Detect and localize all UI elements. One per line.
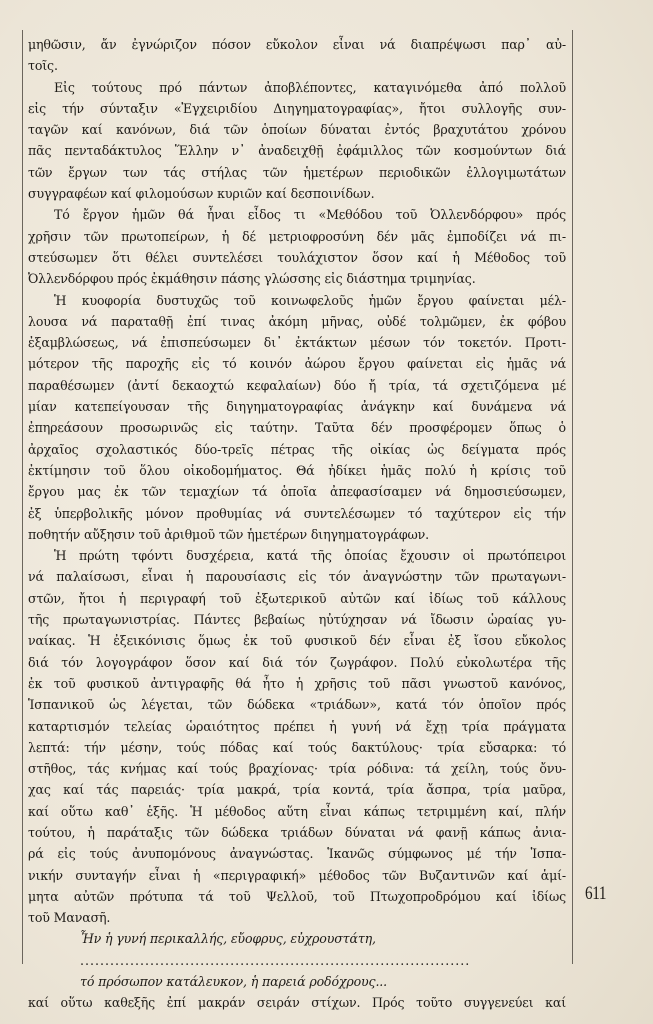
text-line: Ὀλλενδόρφου πρός ἐκμάθησιν πάσης γλώσσης εἰς διάστημα τριμηνίας. <box>28 271 476 287</box>
text-line: διά τόν λογογράφον ὅσον καί διά τόν ζωγράφον. Πολύ εὐκολωτέρα τῆς <box>28 654 566 670</box>
page-number: 611 <box>585 883 607 904</box>
text-line: τῶν ἔργων των τάς στήλας τῶν ἡμετέρων περιοδικῶν ἐλλογιμωτάτων <box>28 164 566 180</box>
text-line: Εἰς τούτους πρό πάντων ἀποβλέποντες, καταγινόμεθα ἀπό πολλοῦ <box>54 79 566 95</box>
text-line: τοῖς. <box>28 58 58 74</box>
text-line: πᾶς πενταδάκτυλος Ἕλλην ν᾽ ἀναδειχθῇ ἐφάμιλλος τῶν κοσμούντων διά <box>28 143 566 159</box>
text-line: συγγραφέων καί φιλομούσων κυριῶν καί δεσποινίδων. <box>28 186 375 202</box>
text-line: ναίκας. Ἡ ἐξεικόνισις ὅμως ἐκ τοῦ φυσικοῦ δέν εἶναι ἐξ ἴσου εὔκολος <box>28 633 566 649</box>
text-line: ἔργου μας ἐκ τῶν τεμαχίων τά ὁποῖα ἀπεφασίσαμεν νά δημοσιεύσωμεν, <box>28 484 566 500</box>
text-line: ἐξαμβλώσεως, νά ἐπισπεύσωμεν δι᾽ ἐκτάκτων μέσων τόν τοκετόν. Προτι- <box>28 335 566 351</box>
text-line: ἀρχαῖος σχολαστικός δύο-τρεῖς πέτρας τῆς οἰκίας ὡς δείγματα πρός <box>28 441 566 457</box>
text-line: ταγῶν καί κανόνων, διά τῶν ὁποίων δύναται ἐντός βραχυτάτου χρόνου <box>28 122 566 138</box>
text-line: Ἡ κυοφορία δυστυχῶς τοῦ κοινωφελοῦς ἡμῶν ἔργου φαίνεται μέλ- <box>54 292 566 308</box>
text-line: ἐπηρεάσουν προσωρινῶς εἰς ταύτην. Ταῦτα δέν προσφέρομεν ὅπως ὁ <box>28 420 566 436</box>
text-line: λεπτά: τήν μέσην, τούς πόδας καί τούς δακτύλους· τρία εὔσαρκα: τό <box>28 739 566 755</box>
text-line: τοῦ Μανασῆ. <box>28 910 111 926</box>
text-line: .............................................................................. <box>80 952 471 968</box>
text-line: λουσα νά παραταθῇ ἐπί τινας ἀκόμη μῆνας, οὐδέ τολμῶμεν, ἐκ φόβου <box>28 313 566 329</box>
text-line: καί οὕτω καθ᾽ ἑξῆς. Ἡ μέθοδος αὕτη εἶναι κάπως τετριμμένη καί, πλήν <box>28 803 566 819</box>
text-line: ἐξ ὑπερβολικῆς μόνον προθυμίας νά συντελέσωμεν τό ταχύτερον εἰς τήν <box>28 505 566 521</box>
text-line: μότερον τῆς παροχῆς εἰς τό κοινόν ἀώρου ἔργου φαίνεται εἰς ἡμᾶς νά <box>28 356 566 372</box>
text-line: στῆθος, τάς κνήμας καί τούς βραχίονας· τρία ρόδινα: τά χείλη, τούς ὄνυ- <box>28 761 566 777</box>
text-line: μίαν κατεπείγουσαν τῆς διηγηματογραφίας ἀνάγκην καί δυνάμενα νά <box>28 399 566 415</box>
text-line: τούτου, ἡ παράταξις τῶν δώδεκα τριάδων δύναται νά φανῇ κάπως ἀνια- <box>28 824 566 840</box>
right-margin-rule <box>572 30 573 964</box>
text-line: τῆς πρωταγωνιστρίας. Πάντες βεβαίως ηὐτύχησαν νά ἴδωσιν ὡραίας γυ- <box>28 612 566 628</box>
text-line: μηθῶσιν, ἄν ἐγνώριζον πόσον εὔκολον εἶναι νά διαπρέψωσι παρ᾽ αὐ- <box>28 37 566 52</box>
text-line: ἐκτίμησιν τοῦ ὅλου οἰκοδομήματος. Θά ἠδίκει ἡμᾶς πολύ ἡ κρίσις τοῦ <box>28 462 566 478</box>
text-line: Τό ἔργον ἡμῶν θά ἦναι εἶδος τι «Μεθόδου τοῦ Ὀλλενδόρφου» πρός <box>54 207 566 223</box>
text-line: ρά εἰς τούς ἀνυπομόνους ἀναγνώστας. Ἱκανῶς σύμφωνος μέ τήν Ἱσπα- <box>28 846 566 862</box>
text-line: εἰς τήν σύνταξιν «Ἐγχειριδίου Διηγηματογραφίας», ἤτοι συλλογῆς συν- <box>28 100 566 116</box>
text-line: ποθητήν αὔξησιν τοῦ ἀριθμοῦ τῶν ἡμετέρων διηγηματογράφων. <box>28 526 430 542</box>
text-line: καί οὕτω καθεξῆς ἐπί μακράν σειράν στίχων. Πρός τοῦτο συγγενεύει καί <box>28 995 566 1011</box>
text-line: Ἱσπανικοῦ ὡς λέγεται, τῶν δώδεκα «τριάδων», κατά τόν ὁποῖον πρός <box>28 697 566 713</box>
text-line: ἐκ τοῦ φυσικοῦ ἀντιγραφῆς θά ἦτο ἡ χρῆσις τοῦ πᾶσι γνωστοῦ κανόνος, <box>28 675 566 691</box>
text-line: Ἦν ἡ γυνή περικαλλής, εὔοφρυς, εὐχρουστάτη, <box>80 931 376 947</box>
text-line: τό πρόσωπον κατάλευκον, ἡ παρειά ροδόχρους... <box>80 974 388 990</box>
text-line: χρῆσιν τῶν πρωτοπείρων, ἡ δέ μετριοφροσύνη δέν μᾶς ἐμποδίζει νά πι- <box>28 228 566 244</box>
text-line: παραθέσωμεν (ἀντί δεκαοχτώ κεφαλαίων) δύο ἤ τρία, τά σχετιζόμενα μέ <box>28 377 566 393</box>
text-line: καταρτισμόν τελείας ὡραιότητος πρέπει ἡ γυνή νά ἔχῃ τρία πράγματα <box>28 718 566 734</box>
text-line: νικήν συνταγήν εἶναι ἡ «περιγραφική» μέθοδος τῶν Βυζαντινῶν καί ἁμί- <box>28 867 566 883</box>
text-line: στῶν, ἤτοι ἡ περιγραφή τοῦ ἐξωτερικοῦ αὐτῶν καί ἰδίως τοῦ κάλλους <box>28 590 566 606</box>
text-line: χας καί τάς παρειάς· τρία μακρά, τρία κοντά, τρία ἄσπρα, τρία μαῦρα, <box>28 782 566 798</box>
text-line: στεύσωμεν ὅτι θέλει συντελέσει τουλάχιστον ὅσον καί ἡ Μέθοδος τοῦ <box>28 249 566 265</box>
text-line: νά παλαίσωσι, εἶναι ἡ παρουσίασις εἰς τόν ἀναγνώστην τῶν πρωταγωνι- <box>28 569 566 585</box>
text-line: μητα αὐτῶν πρότυπα τά τοῦ Ψελλοῦ, τοῦ Πτωχοπροδρόμου καί ἰδίως <box>28 888 566 904</box>
left-margin-rule <box>22 30 23 964</box>
text-line: Ἡ πρώτη τφόντι δυσχέρεια, κατά τῆς ὁποίας ἔχουσιν οἱ πρωτόπειροι <box>54 548 566 564</box>
body-text <box>28 34 566 1014</box>
